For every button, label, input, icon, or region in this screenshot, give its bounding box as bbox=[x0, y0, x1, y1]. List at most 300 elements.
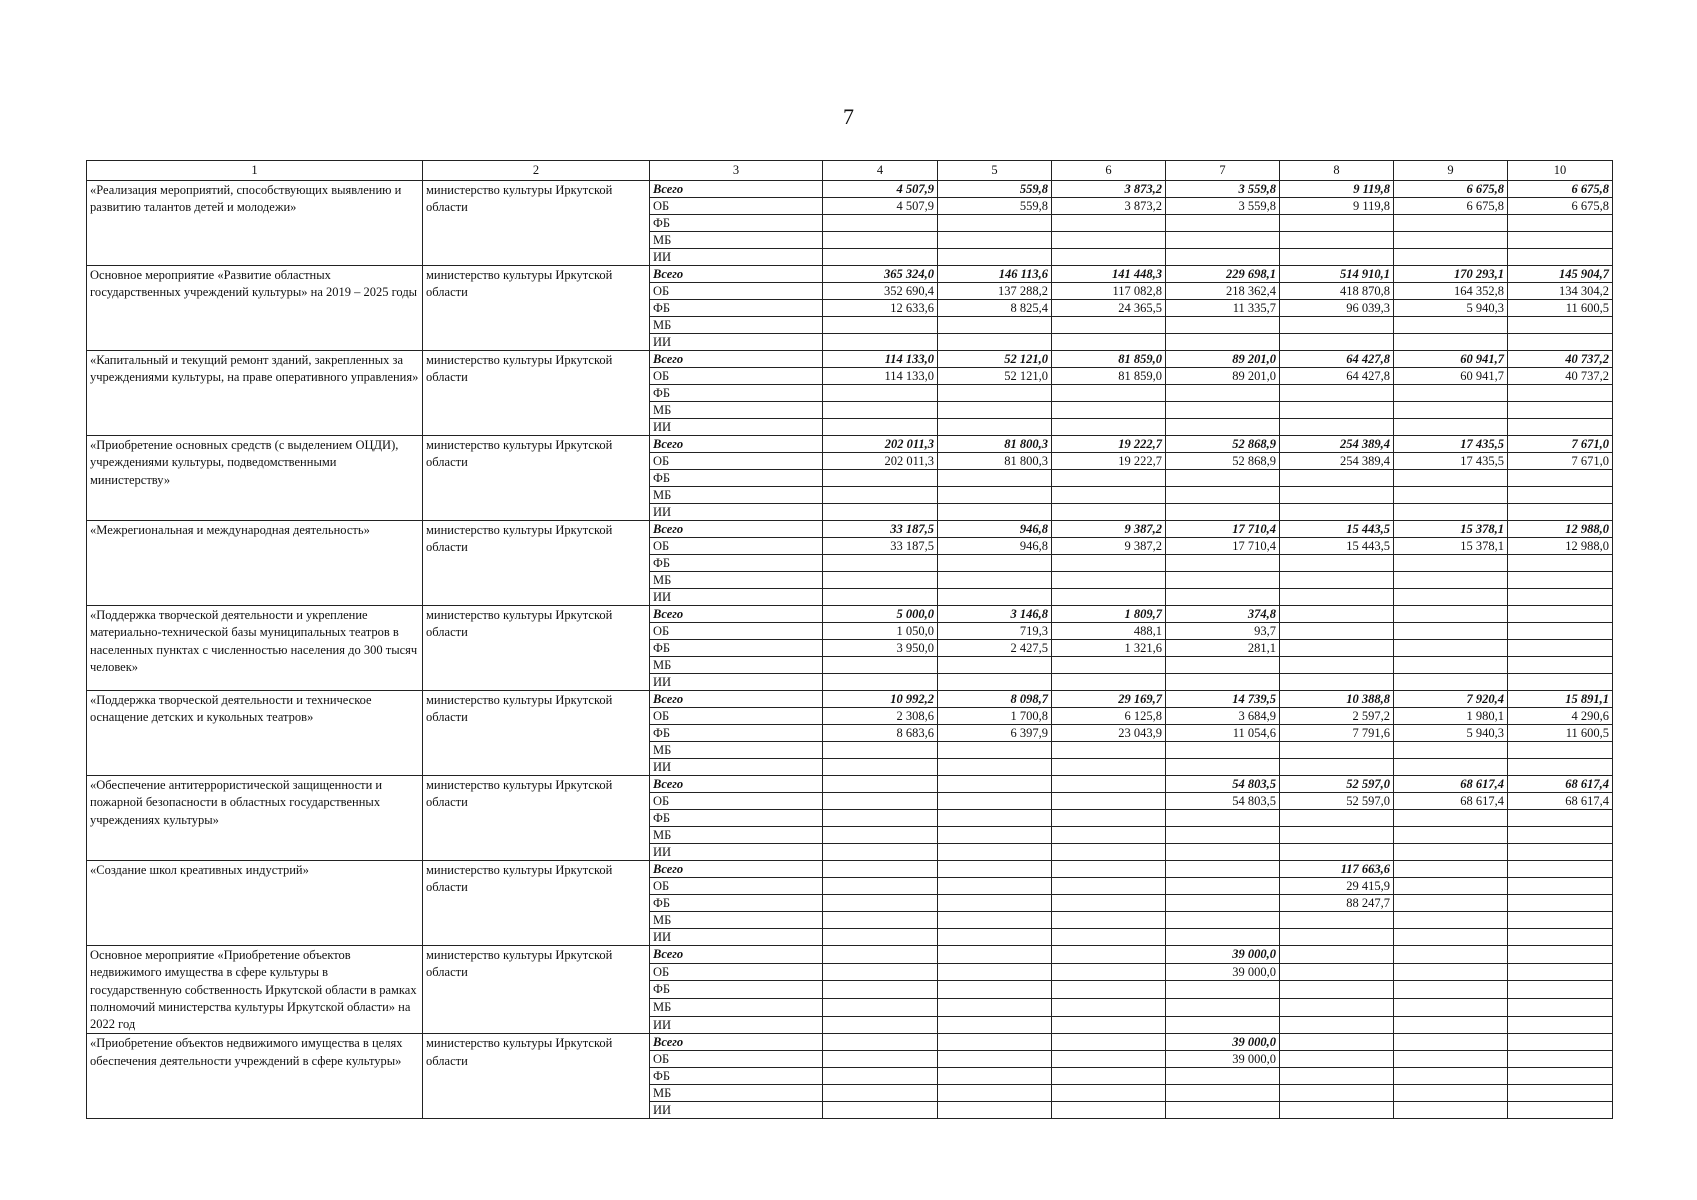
amount-cell bbox=[938, 487, 1052, 504]
amount-cell bbox=[1394, 912, 1508, 929]
amount-cell bbox=[938, 419, 1052, 436]
amount-cell bbox=[1280, 929, 1394, 946]
funding-source: МБ bbox=[650, 317, 823, 334]
amount-cell bbox=[1166, 249, 1280, 266]
amount-cell bbox=[1166, 419, 1280, 436]
amount-cell bbox=[1508, 334, 1613, 351]
amount-cell: 137 288,2 bbox=[938, 283, 1052, 300]
funding-source: ФБ bbox=[650, 215, 823, 232]
amount-cell: 6 675,8 bbox=[1394, 198, 1508, 215]
responsible-executor: министерство культуры Иркутской области bbox=[423, 181, 650, 266]
amount-cell bbox=[1394, 555, 1508, 572]
funding-source: Всего bbox=[650, 946, 823, 964]
amount-cell bbox=[823, 504, 938, 521]
amount-cell: 52 121,0 bbox=[938, 351, 1052, 368]
amount-cell bbox=[1508, 946, 1613, 964]
activity-description: Основное мероприятие «Развитие областных государственных учреждений культуры» на 2019 – 2025 годы bbox=[87, 266, 423, 351]
amount-cell: 17 435,5 bbox=[1394, 436, 1508, 453]
amount-cell: 52 597,0 bbox=[1280, 776, 1394, 793]
amount-cell bbox=[1280, 419, 1394, 436]
amount-cell: 39 000,0 bbox=[1166, 1034, 1280, 1051]
amount-cell bbox=[1394, 963, 1508, 981]
amount-cell bbox=[1052, 555, 1166, 572]
amount-cell: 40 737,2 bbox=[1508, 351, 1613, 368]
responsible-executor: министерство культуры Иркутской области bbox=[423, 691, 650, 776]
amount-cell bbox=[1280, 844, 1394, 861]
funding-source: ОБ bbox=[650, 793, 823, 810]
amount-cell bbox=[823, 215, 938, 232]
amount-cell bbox=[1394, 742, 1508, 759]
funding-source: ОБ bbox=[650, 708, 823, 725]
responsible-executor: министерство культуры Иркутской области bbox=[423, 946, 650, 1034]
amount-cell bbox=[1166, 844, 1280, 861]
amount-cell: 7 920,4 bbox=[1394, 691, 1508, 708]
amount-cell bbox=[1052, 572, 1166, 589]
amount-cell: 1 700,8 bbox=[938, 708, 1052, 725]
funding-source: Всего bbox=[650, 691, 823, 708]
amount-cell bbox=[1052, 1034, 1166, 1051]
amount-cell bbox=[1052, 963, 1166, 981]
amount-cell bbox=[1508, 657, 1613, 674]
funding-source: ИИ bbox=[650, 674, 823, 691]
amount-cell bbox=[1166, 912, 1280, 929]
amount-cell bbox=[1280, 623, 1394, 640]
amount-cell: 15 891,1 bbox=[1508, 691, 1613, 708]
amount-cell bbox=[1394, 334, 1508, 351]
amount-cell bbox=[1394, 215, 1508, 232]
amount-cell: 64 427,8 bbox=[1280, 351, 1394, 368]
amount-cell bbox=[1052, 793, 1166, 810]
amount-cell bbox=[823, 793, 938, 810]
amount-cell bbox=[823, 555, 938, 572]
amount-cell bbox=[823, 232, 938, 249]
amount-cell: 17 435,5 bbox=[1394, 453, 1508, 470]
funding-source: ИИ bbox=[650, 759, 823, 776]
column-header: 3 bbox=[650, 161, 823, 181]
responsible-executor: министерство культуры Иркутской области bbox=[423, 436, 650, 521]
amount-cell bbox=[1280, 249, 1394, 266]
amount-cell bbox=[1394, 589, 1508, 606]
amount-cell bbox=[1280, 657, 1394, 674]
amount-cell: 6 397,9 bbox=[938, 725, 1052, 742]
amount-cell bbox=[1508, 317, 1613, 334]
amount-cell bbox=[1052, 674, 1166, 691]
amount-cell bbox=[1508, 470, 1613, 487]
funding-source: ИИ bbox=[650, 334, 823, 351]
amount-cell bbox=[1394, 487, 1508, 504]
amount-cell: 5 940,3 bbox=[1394, 300, 1508, 317]
amount-cell bbox=[1166, 981, 1280, 999]
amount-cell: 418 870,8 bbox=[1280, 283, 1394, 300]
column-header: 7 bbox=[1166, 161, 1280, 181]
table-row-total bbox=[87, 351, 1613, 368]
amount-cell bbox=[1508, 555, 1613, 572]
amount-cell bbox=[1052, 334, 1166, 351]
funding-source: Всего bbox=[650, 521, 823, 538]
amount-cell bbox=[1394, 946, 1508, 964]
amount-cell bbox=[1280, 1016, 1394, 1034]
amount-cell: 254 389,4 bbox=[1280, 436, 1394, 453]
amount-cell: 4 507,9 bbox=[823, 198, 938, 215]
amount-cell bbox=[1166, 504, 1280, 521]
amount-cell: 3 559,8 bbox=[1166, 181, 1280, 198]
amount-cell bbox=[1394, 623, 1508, 640]
amount-cell: 3 146,8 bbox=[938, 606, 1052, 623]
amount-cell bbox=[1166, 402, 1280, 419]
amount-cell bbox=[1166, 861, 1280, 878]
amount-cell bbox=[1166, 1102, 1280, 1119]
amount-cell: 1 050,0 bbox=[823, 623, 938, 640]
amount-cell: 19 222,7 bbox=[1052, 436, 1166, 453]
funding-source: ИИ bbox=[650, 1016, 823, 1034]
amount-cell bbox=[1052, 878, 1166, 895]
amount-cell bbox=[1052, 844, 1166, 861]
table-row-total bbox=[87, 946, 1613, 964]
amount-cell: 17 710,4 bbox=[1166, 538, 1280, 555]
activity-description: «Приобретение основных средств (с выделением ОЦДИ), учреждениями культуры, подведомственными министерству» bbox=[87, 436, 423, 521]
funding-source: ОБ bbox=[650, 453, 823, 470]
table-row-total bbox=[87, 436, 1613, 453]
amount-cell bbox=[1052, 861, 1166, 878]
amount-cell bbox=[1052, 742, 1166, 759]
amount-cell bbox=[1052, 810, 1166, 827]
amount-cell bbox=[938, 504, 1052, 521]
amount-cell bbox=[823, 878, 938, 895]
amount-cell: 15 443,5 bbox=[1280, 538, 1394, 555]
amount-cell bbox=[1508, 895, 1613, 912]
funding-source: ОБ bbox=[650, 538, 823, 555]
funding-source: МБ bbox=[650, 487, 823, 504]
amount-cell bbox=[1166, 334, 1280, 351]
amount-cell bbox=[823, 1051, 938, 1068]
amount-cell bbox=[1052, 912, 1166, 929]
amount-cell: 117 082,8 bbox=[1052, 283, 1166, 300]
amount-cell: 9 387,2 bbox=[1052, 538, 1166, 555]
funding-source: ФБ bbox=[650, 555, 823, 572]
amount-cell: 52 121,0 bbox=[938, 368, 1052, 385]
amount-cell bbox=[1394, 385, 1508, 402]
funding-source: ИИ bbox=[650, 504, 823, 521]
amount-cell bbox=[1508, 606, 1613, 623]
funding-source: ИИ bbox=[650, 419, 823, 436]
amount-cell bbox=[1166, 487, 1280, 504]
table-row-total bbox=[87, 181, 1613, 198]
funding-source: ИИ bbox=[650, 1102, 823, 1119]
amount-cell: 60 941,7 bbox=[1394, 351, 1508, 368]
amount-cell bbox=[938, 249, 1052, 266]
table-row-total bbox=[87, 776, 1613, 793]
amount-cell: 4 290,6 bbox=[1508, 708, 1613, 725]
amount-cell bbox=[1166, 1068, 1280, 1085]
amount-cell bbox=[938, 470, 1052, 487]
amount-cell: 146 113,6 bbox=[938, 266, 1052, 283]
amount-cell: 374,8 bbox=[1166, 606, 1280, 623]
amount-cell bbox=[1508, 981, 1613, 999]
amount-cell bbox=[1052, 895, 1166, 912]
amount-cell bbox=[1280, 1085, 1394, 1102]
amount-cell bbox=[1166, 1016, 1280, 1034]
amount-cell: 114 133,0 bbox=[823, 368, 938, 385]
amount-cell bbox=[1280, 402, 1394, 419]
amount-cell bbox=[1052, 929, 1166, 946]
amount-cell: 1 321,6 bbox=[1052, 640, 1166, 657]
funding-source: ИИ bbox=[650, 844, 823, 861]
amount-cell bbox=[823, 776, 938, 793]
amount-cell bbox=[1394, 1068, 1508, 1085]
amount-cell bbox=[1394, 861, 1508, 878]
amount-cell bbox=[1394, 317, 1508, 334]
amount-cell bbox=[1394, 1034, 1508, 1051]
amount-cell bbox=[1394, 878, 1508, 895]
amount-cell bbox=[1166, 827, 1280, 844]
amount-cell bbox=[938, 929, 1052, 946]
amount-cell bbox=[938, 999, 1052, 1017]
amount-cell: 365 324,0 bbox=[823, 266, 938, 283]
activity-description: «Капитальный и текущий ремонт зданий, закрепленных за учреждениями культуры, на праве оперативного управления» bbox=[87, 351, 423, 436]
amount-cell bbox=[1394, 657, 1508, 674]
amount-cell: 229 698,1 bbox=[1166, 266, 1280, 283]
amount-cell bbox=[938, 334, 1052, 351]
amount-cell: 352 690,4 bbox=[823, 283, 938, 300]
amount-cell bbox=[1052, 419, 1166, 436]
responsible-executor: министерство культуры Иркутской области bbox=[423, 351, 650, 436]
amount-cell bbox=[1508, 742, 1613, 759]
funding-source: МБ bbox=[650, 999, 823, 1017]
amount-cell bbox=[938, 963, 1052, 981]
amount-cell bbox=[1508, 827, 1613, 844]
funding-source: Всего bbox=[650, 861, 823, 878]
amount-cell: 81 800,3 bbox=[938, 436, 1052, 453]
funding-source: Всего bbox=[650, 181, 823, 198]
amount-cell bbox=[823, 999, 938, 1017]
amount-cell bbox=[823, 1034, 938, 1051]
amount-cell: 9 119,8 bbox=[1280, 181, 1394, 198]
amount-cell bbox=[823, 317, 938, 334]
amount-cell: 134 304,2 bbox=[1508, 283, 1613, 300]
amount-cell bbox=[1280, 759, 1394, 776]
funding-source: ИИ bbox=[650, 589, 823, 606]
funding-source: МБ bbox=[650, 402, 823, 419]
amount-cell: 15 378,1 bbox=[1394, 521, 1508, 538]
amount-cell: 9 119,8 bbox=[1280, 198, 1394, 215]
activity-description: «Межрегиональная и международная деятельность» bbox=[87, 521, 423, 606]
amount-cell: 19 222,7 bbox=[1052, 453, 1166, 470]
amount-cell bbox=[1166, 215, 1280, 232]
amount-cell bbox=[1052, 470, 1166, 487]
amount-cell: 946,8 bbox=[938, 538, 1052, 555]
amount-cell bbox=[823, 759, 938, 776]
amount-cell bbox=[823, 334, 938, 351]
amount-cell bbox=[1508, 963, 1613, 981]
amount-cell bbox=[1166, 232, 1280, 249]
amount-cell bbox=[1166, 385, 1280, 402]
amount-cell bbox=[1280, 555, 1394, 572]
responsible-executor: министерство культуры Иркутской области bbox=[423, 521, 650, 606]
amount-cell bbox=[938, 878, 1052, 895]
amount-cell bbox=[938, 861, 1052, 878]
amount-cell bbox=[1280, 589, 1394, 606]
amount-cell bbox=[1052, 759, 1166, 776]
amount-cell bbox=[1394, 999, 1508, 1017]
amount-cell: 12 633,6 bbox=[823, 300, 938, 317]
funding-source: ФБ bbox=[650, 981, 823, 999]
amount-cell bbox=[1508, 759, 1613, 776]
amount-cell bbox=[1166, 810, 1280, 827]
responsible-executor: министерство культуры Иркутской области bbox=[423, 776, 650, 861]
amount-cell bbox=[1394, 232, 1508, 249]
responsible-executor: министерство культуры Иркутской области bbox=[423, 1034, 650, 1119]
amount-cell bbox=[1052, 981, 1166, 999]
amount-cell bbox=[823, 589, 938, 606]
table-row-total bbox=[87, 606, 1613, 623]
amount-cell bbox=[1394, 1051, 1508, 1068]
amount-cell bbox=[1508, 572, 1613, 589]
amount-cell: 11 600,5 bbox=[1508, 725, 1613, 742]
amount-cell: 64 427,8 bbox=[1280, 368, 1394, 385]
amount-cell bbox=[1280, 981, 1394, 999]
amount-cell bbox=[1280, 1102, 1394, 1119]
amount-cell bbox=[823, 419, 938, 436]
amount-cell bbox=[938, 981, 1052, 999]
amount-cell bbox=[1508, 385, 1613, 402]
funding-source: ФБ bbox=[650, 895, 823, 912]
amount-cell: 12 988,0 bbox=[1508, 521, 1613, 538]
funding-source: ФБ bbox=[650, 640, 823, 657]
amount-cell bbox=[938, 1051, 1052, 1068]
amount-cell: 281,1 bbox=[1166, 640, 1280, 657]
amount-cell: 7 671,0 bbox=[1508, 453, 1613, 470]
amount-cell bbox=[1394, 419, 1508, 436]
amount-cell bbox=[823, 249, 938, 266]
amount-cell bbox=[1394, 674, 1508, 691]
amount-cell bbox=[1280, 572, 1394, 589]
amount-cell: 39 000,0 bbox=[1166, 1051, 1280, 1068]
amount-cell bbox=[1280, 385, 1394, 402]
amount-cell bbox=[1394, 606, 1508, 623]
amount-cell bbox=[1508, 504, 1613, 521]
amount-cell: 145 904,7 bbox=[1508, 266, 1613, 283]
activity-description: «Создание школ креативных индустрий» bbox=[87, 861, 423, 946]
amount-cell bbox=[938, 572, 1052, 589]
funding-source: ОБ bbox=[650, 283, 823, 300]
amount-cell: 10 388,8 bbox=[1280, 691, 1394, 708]
amount-cell bbox=[1052, 776, 1166, 793]
amount-cell: 52 868,9 bbox=[1166, 436, 1280, 453]
amount-cell: 29 169,7 bbox=[1052, 691, 1166, 708]
funding-source: ФБ bbox=[650, 470, 823, 487]
activity-description: «Поддержка творческой деятельности и укрепление материально-технической базы муниципальных театров в населенных пунктах с численностью населения до 300 тысяч человек» bbox=[87, 606, 423, 691]
amount-cell bbox=[938, 776, 1052, 793]
amount-cell bbox=[938, 895, 1052, 912]
amount-cell bbox=[938, 317, 1052, 334]
amount-cell bbox=[823, 1016, 938, 1034]
amount-cell: 170 293,1 bbox=[1394, 266, 1508, 283]
funding-source: Всего bbox=[650, 351, 823, 368]
amount-cell bbox=[1394, 402, 1508, 419]
funding-source: МБ bbox=[650, 657, 823, 674]
amount-cell bbox=[938, 912, 1052, 929]
amount-cell bbox=[1166, 929, 1280, 946]
amount-cell bbox=[1052, 1016, 1166, 1034]
funding-source: МБ bbox=[650, 232, 823, 249]
amount-cell bbox=[1280, 317, 1394, 334]
amount-cell: 60 941,7 bbox=[1394, 368, 1508, 385]
amount-cell bbox=[1280, 334, 1394, 351]
budget-table bbox=[86, 160, 1613, 1119]
amount-cell bbox=[1394, 1016, 1508, 1034]
amount-cell: 54 803,5 bbox=[1166, 776, 1280, 793]
amount-cell bbox=[1166, 657, 1280, 674]
amount-cell: 6 675,8 bbox=[1508, 181, 1613, 198]
amount-cell bbox=[823, 929, 938, 946]
amount-cell bbox=[1394, 1102, 1508, 1119]
amount-cell: 1 980,1 bbox=[1394, 708, 1508, 725]
amount-cell bbox=[823, 657, 938, 674]
amount-cell: 7 671,0 bbox=[1508, 436, 1613, 453]
amount-cell: 2 308,6 bbox=[823, 708, 938, 725]
funding-source: ОБ bbox=[650, 198, 823, 215]
amount-cell bbox=[823, 981, 938, 999]
amount-cell: 9 387,2 bbox=[1052, 521, 1166, 538]
amount-cell: 15 443,5 bbox=[1280, 521, 1394, 538]
amount-cell bbox=[1394, 827, 1508, 844]
funding-source: ОБ bbox=[650, 878, 823, 895]
amount-cell bbox=[1508, 487, 1613, 504]
responsible-executor: министерство культуры Иркутской области bbox=[423, 606, 650, 691]
amount-cell bbox=[938, 742, 1052, 759]
amount-cell bbox=[1166, 895, 1280, 912]
amount-cell: 81 859,0 bbox=[1052, 368, 1166, 385]
amount-cell: 89 201,0 bbox=[1166, 368, 1280, 385]
funding-source: Всего bbox=[650, 1034, 823, 1051]
amount-cell bbox=[1394, 640, 1508, 657]
amount-cell: 88 247,7 bbox=[1280, 895, 1394, 912]
amount-cell bbox=[1280, 674, 1394, 691]
funding-source: МБ bbox=[650, 827, 823, 844]
amount-cell bbox=[1508, 844, 1613, 861]
amount-cell bbox=[938, 1034, 1052, 1051]
amount-cell bbox=[1052, 1085, 1166, 1102]
amount-cell: 10 992,2 bbox=[823, 691, 938, 708]
amount-cell: 3 950,0 bbox=[823, 640, 938, 657]
amount-cell bbox=[1508, 419, 1613, 436]
page-number: 7 bbox=[843, 104, 854, 129]
amount-cell bbox=[1394, 504, 1508, 521]
amount-cell: 81 800,3 bbox=[938, 453, 1052, 470]
amount-cell bbox=[823, 402, 938, 419]
amount-cell bbox=[938, 402, 1052, 419]
amount-cell bbox=[1166, 999, 1280, 1017]
amount-cell bbox=[1052, 657, 1166, 674]
amount-cell bbox=[938, 1068, 1052, 1085]
amount-cell bbox=[1052, 946, 1166, 964]
funding-source: МБ bbox=[650, 572, 823, 589]
amount-cell: 218 362,4 bbox=[1166, 283, 1280, 300]
amount-cell: 5 000,0 bbox=[823, 606, 938, 623]
funding-source: ФБ bbox=[650, 810, 823, 827]
amount-cell bbox=[1508, 674, 1613, 691]
funding-source: Всего bbox=[650, 606, 823, 623]
amount-cell bbox=[1052, 827, 1166, 844]
amount-cell bbox=[1280, 487, 1394, 504]
activity-description: «Поддержка творческой деятельности и техническое оснащение детских и кукольных театров» bbox=[87, 691, 423, 776]
amount-cell: 6 125,8 bbox=[1052, 708, 1166, 725]
table-row-total bbox=[87, 1034, 1613, 1051]
amount-cell bbox=[1052, 232, 1166, 249]
amount-cell bbox=[823, 827, 938, 844]
amount-cell: 1 809,7 bbox=[1052, 606, 1166, 623]
amount-cell: 12 988,0 bbox=[1508, 538, 1613, 555]
